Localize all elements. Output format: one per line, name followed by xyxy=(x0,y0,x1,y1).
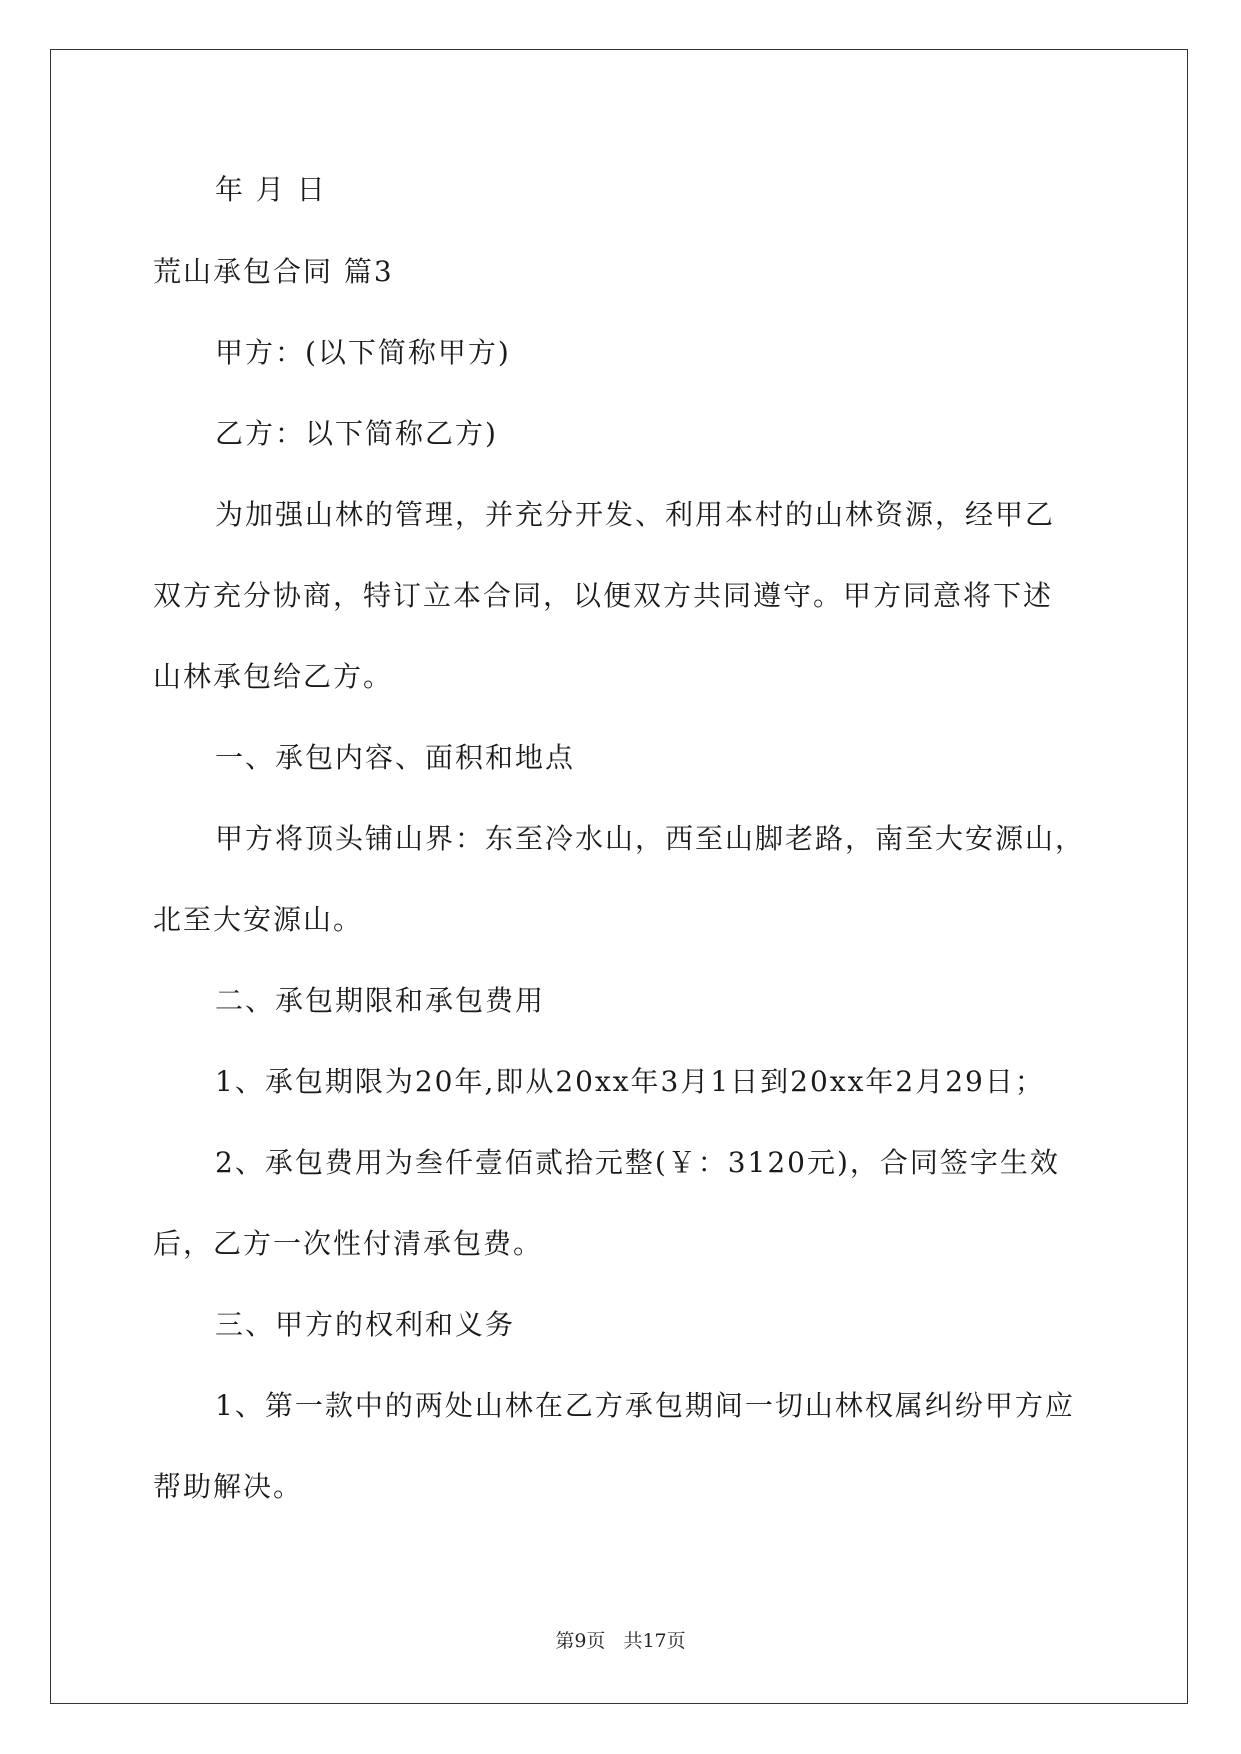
paragraph-line: 帮助解决。 xyxy=(153,1470,304,1503)
party-b-line: 乙方：以下简称乙方) xyxy=(215,417,498,450)
paragraph-line: 双方充分协商，特订立本合同，以便双方共同遵守。甲方同意将下述 xyxy=(153,579,1054,612)
paragraph-line: 2、承包费用为叁仟壹佰贰拾元整(￥：3120元)，合同签字生效 xyxy=(215,1146,1060,1179)
page-border xyxy=(50,49,1188,1704)
page-number: 第9页 xyxy=(555,1630,606,1652)
clause-heading: 一、承包内容、面积和地点 xyxy=(215,741,576,774)
paragraph-line: 甲方将顶头铺山界：东至冷水山，西至山脚老路，南至大安源山， xyxy=(215,822,1086,855)
clause-heading: 三、甲方的权利和义务 xyxy=(215,1308,516,1341)
paragraph-line: 1、第一款中的两处山林在乙方承包期间一切山林权属纠纷甲方应 xyxy=(215,1389,1075,1422)
paragraph-line: 为加强山林的管理，并充分开发、利用本村的山林资源，经甲乙 xyxy=(215,498,1056,531)
party-a-line: 甲方：(以下简称甲方) xyxy=(215,336,511,369)
date-line: 年 月 日 xyxy=(215,173,327,206)
paragraph-line: 山林承包给乙方。 xyxy=(153,660,394,693)
page-footer xyxy=(0,1629,1241,1653)
paragraph-line: 1、承包期限为20年,即从20xx年3月1日到20xx年2月29日； xyxy=(215,1065,1045,1098)
paragraph-line: 北至大安源山。 xyxy=(153,903,364,936)
paragraph-line: 后，乙方一次性付清承包费。 xyxy=(153,1227,544,1260)
page-total: 共17页 xyxy=(623,1630,686,1652)
clause-heading: 二、承包期限和承包费用 xyxy=(215,984,546,1017)
section-heading: 荒山承包合同 篇3 xyxy=(153,255,394,288)
